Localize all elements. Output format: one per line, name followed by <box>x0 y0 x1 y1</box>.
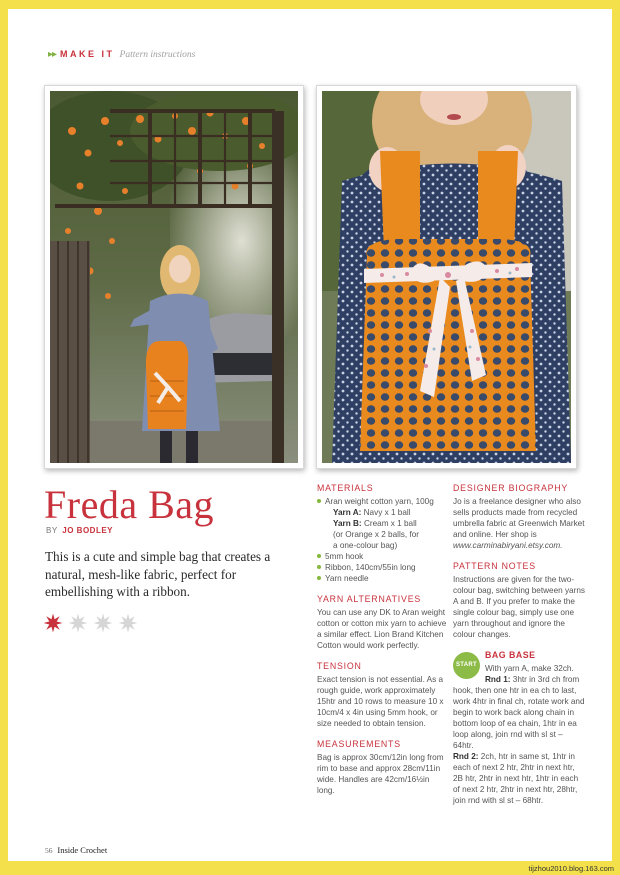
publication-name: Inside Crochet <box>57 845 108 855</box>
round-2-label: Rnd 2: <box>453 752 479 761</box>
photo-woman-in-garden <box>44 85 304 469</box>
designer-biography-section <box>453 483 585 551</box>
star-empty-icon <box>118 613 138 633</box>
pattern-notes-text: Instructions are given for the two-colour bag, switching between yarns A and B. If you prefer to make the single colour bag, simply use one yarn throughout and ignore the colour changes. <box>453 575 585 639</box>
yarn-a-label: Yarn A: <box>333 508 362 517</box>
magazine-page <box>8 9 612 861</box>
tension-section <box>317 661 447 729</box>
byline-prefix: BY <box>46 526 58 535</box>
materials-item-hook: 5mm hook <box>317 551 447 562</box>
byline <box>46 526 113 535</box>
yarn-alternatives-heading: YARN ALTERNATIVES <box>317 594 422 604</box>
yarn-alternatives-text: You can use any DK to Aran weight cotton or cotton mix yarn to achieve a similar effect. Lion Brand Kitchen Cotton would work perfectly. <box>317 608 447 650</box>
round-1 <box>453 674 585 751</box>
star-empty-icon <box>93 613 113 633</box>
yarn-b-value: Cream x 1 ball <box>363 519 417 528</box>
yarn-b-note-1: (or Orange x 2 balls, for <box>333 530 420 539</box>
materials-heading: MATERIALS <box>317 483 374 493</box>
materials-item-needle: Yarn needle <box>317 573 447 584</box>
author-name: JO BODLEY <box>62 526 113 535</box>
difficulty-rating <box>43 613 143 633</box>
materials-section <box>317 483 447 584</box>
round-2-text: 2ch, htr in same st, 1htr in each of next 2 htr, 2htr in next htr, 2B htr, 2htr in next htr, 1htr in each of next 2 htr, 2htr in next htr, 28htr, join rnd with sl st – 68htr. <box>453 752 579 805</box>
measurements-heading: MEASUREMENTS <box>317 739 401 749</box>
page-folio <box>45 845 107 855</box>
garden-photo-image <box>50 91 298 463</box>
yarn-alternatives-section <box>317 594 447 651</box>
round-1-text: 3htr in 3rd ch from hook, then one htr in ea ch to last, work 4htr in final ch, rotate work and begin to work back along chain in bottom loop of ea chain, 1htr in ea loop along, join rnd with sl st – 64htr. <box>453 675 585 750</box>
materials-item-yarn <box>317 496 447 551</box>
measurements-text: Bag is approx 30cm/12in long from rim to base and approx 28cm/11in wide. Handles are 42cm/16½in long. <box>317 753 444 795</box>
materials-item-ribbon: Ribbon, 140cm/55in long <box>317 562 447 573</box>
tension-heading: TENSION <box>317 661 362 671</box>
bag-base-section <box>453 650 585 806</box>
materials-list <box>317 496 447 584</box>
subsection-label: Pattern instructions <box>119 50 196 60</box>
start-badge: START <box>453 652 480 679</box>
pattern-notes-section <box>453 561 585 640</box>
bag-closeup-image <box>322 91 571 463</box>
bag-base-heading: BAG BASE <box>485 650 536 660</box>
photo-bag-closeup <box>316 85 577 469</box>
yarn-b-note-2: a one-colour bag) <box>333 541 398 550</box>
star-empty-icon <box>68 613 88 633</box>
star-filled-icon <box>43 613 63 633</box>
designer-shop-link[interactable]: www.carminabiryani.etsy.com. <box>453 541 563 550</box>
double-arrow-icon: ▸▸ <box>48 49 57 60</box>
intro-text: This is a cute and simple bag that creates a natural, mesh-like fabric, perfect for embellishing with a ribbon. <box>45 549 271 599</box>
bag-base-intro: With yarn A, make 32ch. <box>485 664 574 673</box>
yarn-a-value: Navy x 1 ball <box>363 508 411 517</box>
measurements-section <box>317 739 447 796</box>
watermark-text: tijzhou2010.blog.163.com <box>528 864 614 873</box>
page-number: 56 <box>45 846 53 855</box>
designer-biography-text: Jo is a freelance designer who also sells products made from recycled umbrella fabric at Greenwich Market and online. Her shop is <box>453 497 585 539</box>
yarn-a-line <box>325 507 447 518</box>
column-right <box>453 483 585 816</box>
yarn-text: Aran weight cotton yarn, 100g <box>325 497 434 506</box>
tension-text: Exact tension is not essential. As a rough guide, work approximately 15htr and 10 rows to measure 10 x 10cm/4 x 4in using 5mm hook, or size needed to obtain tension. <box>317 675 444 728</box>
designer-biography-heading: DESIGNER BIOGRAPHY <box>453 483 569 493</box>
yarn-b-line <box>325 518 447 529</box>
yarn-b-label: Yarn B: <box>333 519 362 528</box>
section-header <box>48 49 195 60</box>
pattern-notes-heading: PATTERN NOTES <box>453 561 536 571</box>
round-1-label: Rnd 1: <box>485 675 511 684</box>
column-middle <box>317 483 447 806</box>
round-2 <box>453 751 585 806</box>
page-title: Freda Bag <box>44 482 215 527</box>
section-label: MAKE IT <box>60 49 115 59</box>
